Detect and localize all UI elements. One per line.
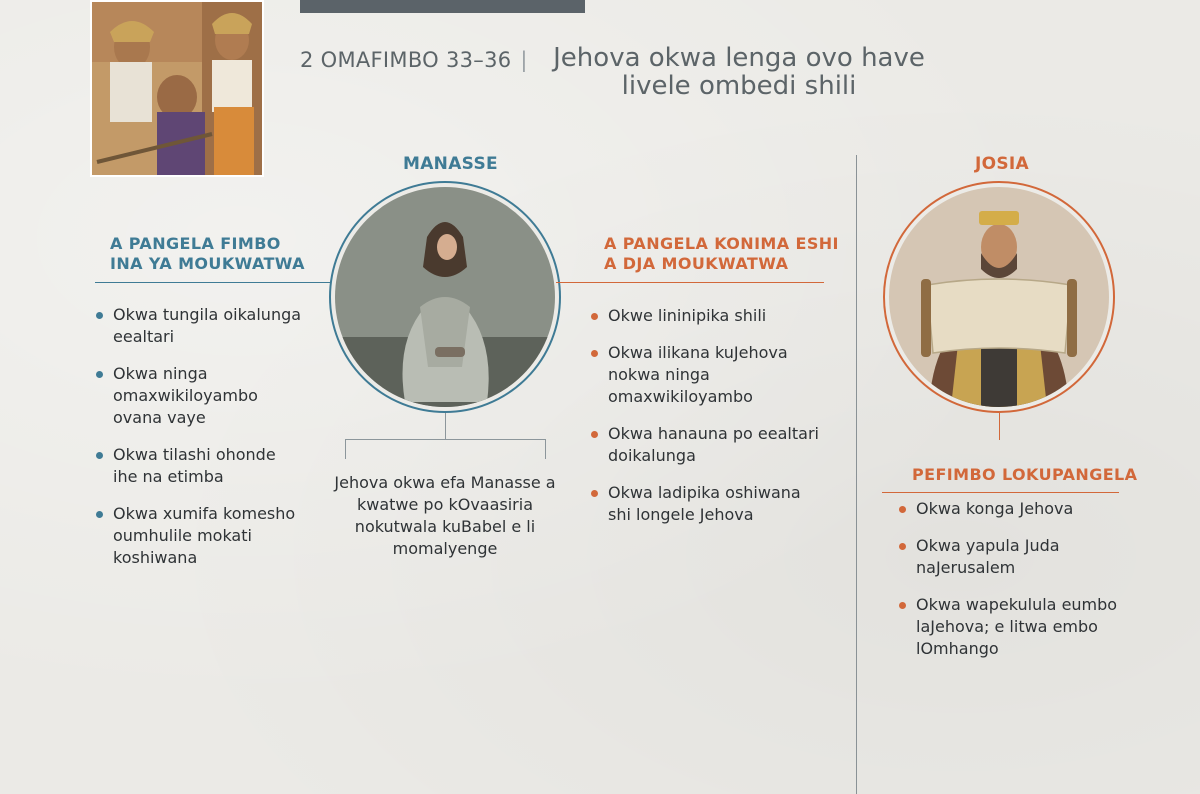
list-item: Okwa ilikana kuJehova nokwa ninga omaxwikiloyambo	[590, 342, 820, 408]
before-heading-rule	[95, 282, 335, 283]
list-item: Okwa wapekulula eumbo laJehova; e litwa embo lOmhango	[898, 594, 1128, 660]
josia-name: JOSIA	[975, 154, 1030, 174]
after-heading-line-1: A PANGELA KONIMA ESHI	[604, 234, 839, 253]
title-line-1: Jehova okwa lenga ovo have	[553, 43, 925, 73]
josia-portrait	[883, 181, 1115, 413]
page-title	[529, 44, 949, 100]
soldiers-illustration	[90, 0, 264, 177]
manasse-after-list	[590, 305, 820, 541]
manasse-summary: Jehova okwa efa Manasse a kwatwe po kOvaasiria nokutwala kuBabel e li momalyenge	[334, 473, 556, 558]
list-item: Okwa ladipika oshiwana shi longele Jehova	[590, 482, 820, 526]
list-item: Okwa xumifa komesho oumhulile mokati koshiwana	[95, 503, 305, 569]
josia-connector	[999, 413, 1000, 440]
bracket-stem	[445, 413, 446, 439]
list-item: Okwe lininipika shili	[590, 305, 820, 327]
top-accent-bar	[300, 0, 585, 13]
title-line-2: livele ombedi shili	[621, 71, 857, 101]
josia-heading-rule	[882, 492, 1119, 493]
column-divider	[856, 155, 857, 794]
list-item: Okwa tungila oikalunga eealtari	[95, 304, 305, 348]
bracket-right	[545, 439, 546, 459]
bracket-bar	[345, 439, 545, 440]
list-item: Okwa tilashi ohonde ihe na etimba	[95, 444, 305, 488]
scripture-reference	[300, 48, 530, 72]
list-item: Okwa konga Jehova	[898, 498, 1128, 520]
josia-heading: PEFIMBO LOKUPANGELA	[912, 465, 1138, 484]
list-item: Okwa ninga omaxwikiloyambo ovana vaye	[95, 363, 305, 429]
manasse-portrait	[329, 181, 561, 413]
before-heading-line-2: INA YA MOUKWATWA	[110, 254, 305, 273]
bracket-left	[345, 439, 346, 459]
manasse-name: MANASSE	[403, 154, 498, 174]
before-heading-line-1: A PANGELA FIMBO	[110, 234, 281, 253]
list-item: Okwa hanauna po eealtari doikalunga	[590, 423, 820, 467]
manasse-after-heading	[604, 234, 839, 274]
list-item: Okwa yapula Juda naJerusalem	[898, 535, 1128, 579]
after-heading-line-2: A DJA MOUKWATWA	[604, 254, 789, 273]
reference-separator: |	[520, 48, 528, 72]
josia-list	[898, 498, 1128, 675]
after-heading-rule	[556, 282, 824, 283]
manasse-before-heading	[110, 234, 305, 274]
manasse-before-list	[95, 304, 305, 584]
reference-text: 2 OMAFIMBO 33–36	[300, 48, 512, 72]
